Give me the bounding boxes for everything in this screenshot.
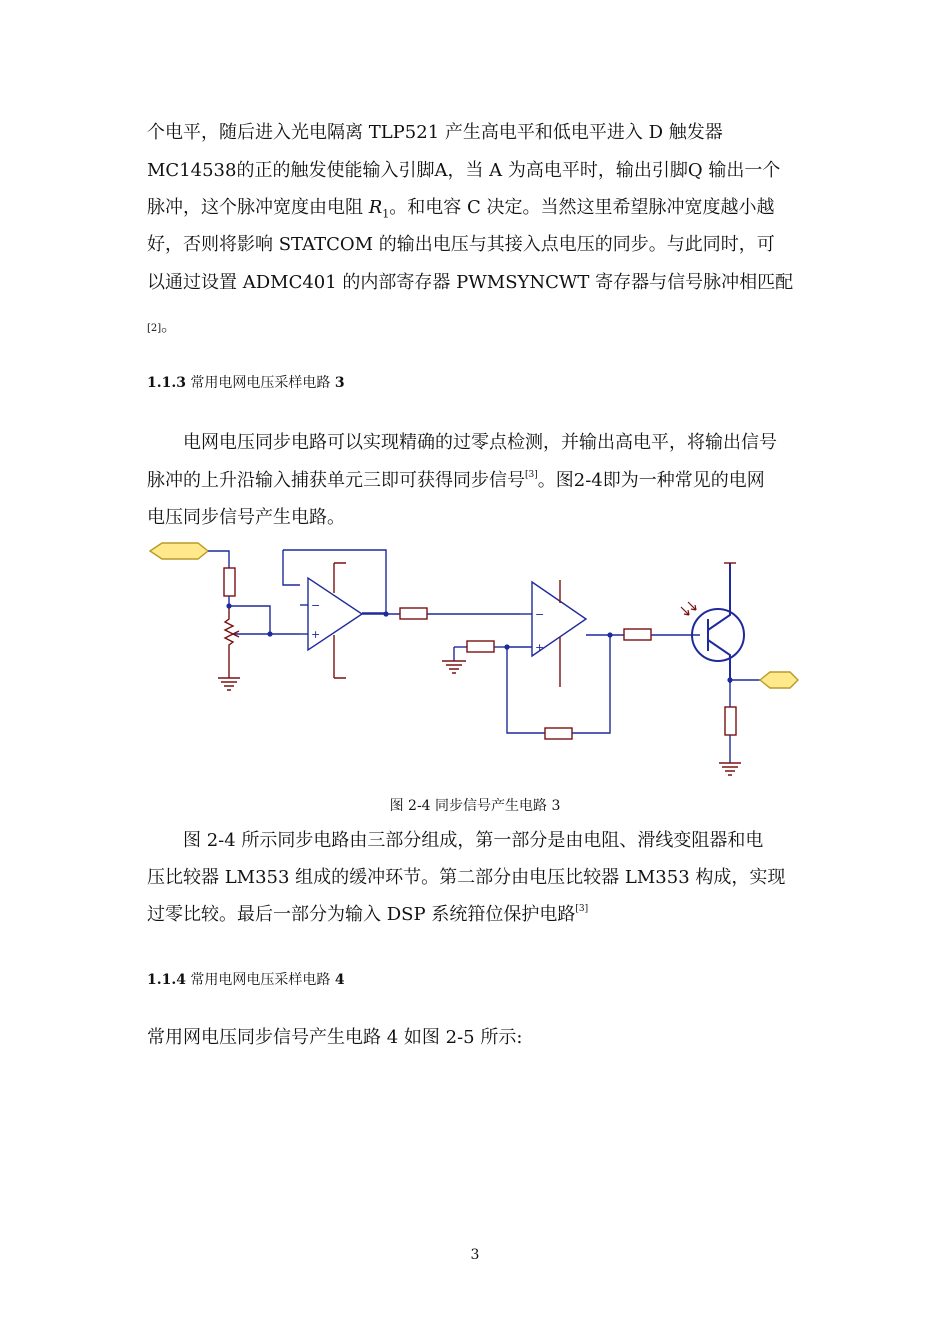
paragraph2-line2 bbox=[147, 469, 765, 493]
ground-resistor bbox=[467, 641, 494, 652]
resistor-subscript: 1 bbox=[382, 207, 390, 221]
paragraph2-line2-start: 脉冲的上升沿输入捕获单元三即可获得同步信号 bbox=[147, 470, 525, 491]
input-wire bbox=[208, 551, 229, 568]
section-title-number: 4 bbox=[334, 972, 345, 988]
junction-dot bbox=[504, 644, 509, 649]
resistor-symbol-r: R bbox=[368, 197, 383, 218]
paragraph1-line3-end: 。和电容 C 决定。当然这里希望脉冲宽度越小越 bbox=[389, 197, 775, 218]
figure-caption: 图 2-4 同步信号产生电路 3 bbox=[389, 798, 561, 814]
junction-dot bbox=[727, 677, 732, 682]
opamp1-minus-label: − bbox=[311, 599, 321, 612]
input-port bbox=[150, 543, 208, 559]
coupling-resistor bbox=[400, 608, 427, 619]
divider-wire bbox=[229, 596, 270, 634]
opamp2-plus-label: + bbox=[535, 641, 545, 654]
citation-tail: 。 bbox=[161, 316, 178, 335]
paragraph3-line2: 压比较器 LM353 组成的缓冲环节。第二部分由电压比较器 LM353 构成，实现 bbox=[147, 867, 786, 888]
section-title: 常用电网电压采样电路 bbox=[185, 972, 335, 988]
ground-2 bbox=[442, 661, 466, 673]
paragraph3-line3-text: 过零比较。最后一部分为输入 DSP 系统箝位保护电路 bbox=[147, 904, 576, 925]
paragraph1-line5: 以通过设置 ADMC401 的内部寄存器 PWMSYNCWT 寄存器与信号脉冲相匹配 bbox=[147, 272, 794, 293]
feedback-resistor bbox=[545, 728, 572, 739]
paragraph2-line2-end: 。图2-4即为一种常见的电网 bbox=[537, 470, 765, 491]
paragraph3-line1: 图 2-4 所示同步电路由三部分组成，第一部分是由电阻、滑线变阻器和电 bbox=[183, 830, 764, 851]
citation-3b: [3] bbox=[575, 904, 589, 914]
paragraph1-ref bbox=[147, 313, 177, 336]
light-arrows bbox=[681, 602, 696, 615]
paragraph4-line1: 常用网电压同步信号产生电路 4 如图 2-5 所示: bbox=[147, 1027, 523, 1048]
paragraph3-line3 bbox=[147, 903, 588, 927]
feedback-wire-left bbox=[283, 550, 300, 585]
page-number: 3 bbox=[470, 1247, 480, 1263]
junction-dot bbox=[267, 631, 272, 636]
emitter-resistor bbox=[725, 707, 736, 735]
paragraph1-line3 bbox=[147, 196, 775, 227]
base-resistor bbox=[624, 629, 651, 640]
section-number: 1.1.4 bbox=[147, 972, 186, 988]
ground-1 bbox=[218, 678, 240, 690]
citation-3: [3] bbox=[525, 470, 538, 480]
feedback-loop-right bbox=[572, 635, 610, 733]
paragraph1-line4: 好，否则将影响 STATCOM 的输出电压与其接入点电压的同步。与此同时，可 bbox=[147, 234, 775, 255]
opamp1-plus-label: + bbox=[311, 628, 321, 641]
opamp1-supply bbox=[334, 563, 346, 678]
sync-circuit-diagram bbox=[140, 535, 820, 785]
paragraph1-line2: MC14538的正的触发使能输入引脚A，当 A 为高电平时，输出引脚Q 输出一个 bbox=[147, 160, 781, 181]
input-resistor bbox=[224, 568, 235, 596]
potentiometer bbox=[225, 606, 233, 678]
ground-3 bbox=[719, 763, 741, 775]
output-port bbox=[760, 672, 798, 688]
junction-dot bbox=[383, 611, 388, 616]
transistor-leads bbox=[708, 563, 730, 683]
feedback-loop-left bbox=[507, 647, 545, 733]
paragraph1-line3-start: 脉冲，这个脉冲宽度由电阻 bbox=[147, 197, 369, 218]
junction-dot bbox=[607, 632, 612, 637]
junction-dot bbox=[226, 603, 231, 608]
paragraph2-line1: 电网电压同步电路可以实现精确的过零点检测，并输出高电平，将输出信号 bbox=[183, 432, 777, 453]
section-title: 常用电网电压采样电路 bbox=[185, 375, 335, 391]
section-heading-1-1-4 bbox=[147, 969, 345, 989]
section-title-number: 3 bbox=[334, 375, 345, 391]
citation-2: [2] bbox=[147, 323, 162, 334]
paragraph2-line3: 电压同步信号产生电路。 bbox=[147, 507, 345, 528]
opamp2-minus-label: − bbox=[535, 608, 545, 621]
paragraph1-line1: 个电平，随后进入光电隔离 TLP521 产生高电平和低电平进入 D 触发器 bbox=[147, 122, 723, 143]
section-heading-1-1-3 bbox=[147, 372, 345, 392]
section-number: 1.1.3 bbox=[147, 375, 186, 391]
